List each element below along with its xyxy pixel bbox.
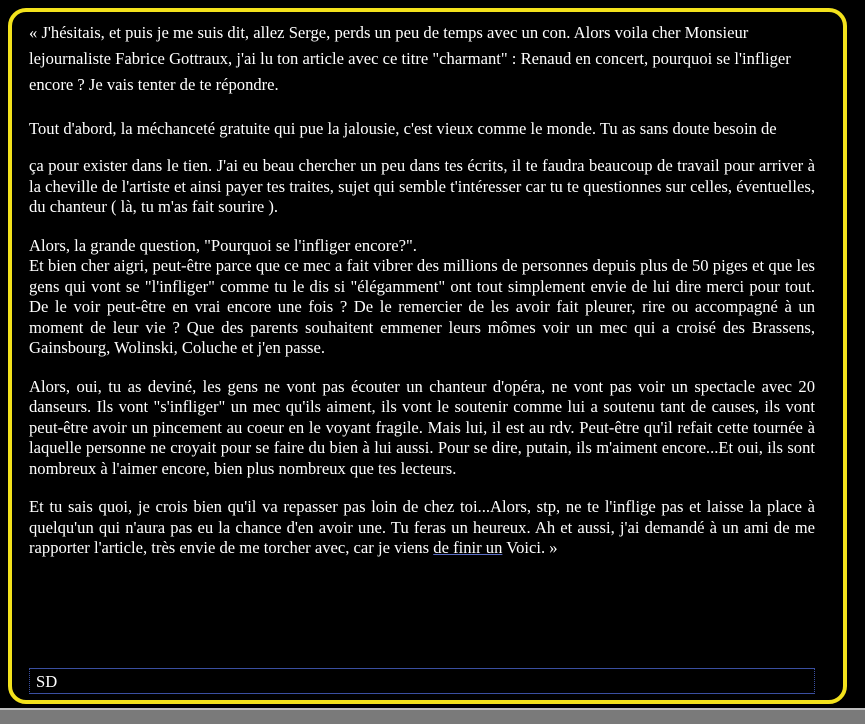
paragraph-intro: « J'hésitais, et puis je me suis dit, allez Serge, perds un peu de temps avec un con. Alors voila cher Monsieur lejournaliste Fabrice Gottraux, j'ai lu ton article avec ce titre "charmant" : Renaud en concert, pourquoi se l'infliger encore ? Je vais tenter de te répondre. [29,23,791,94]
paragraph-fans: Alors, oui, tu as deviné, les gens ne vont pas écouter un chanteur d'opéra, ne vont pas voir un spectacle avec 20 danseurs. Ils vont "s'infliger" un mec qu'ils aiment, ils vont le soutenir comme lui a soutenu tant de causes, ils vont peut-être avoir un pincement au coeur en le voyant fragile. Mais lui, il est au rdv. Peut-être qu'il refait cette tournée à laquelle personne ne croyait pour se faire du bien à lui aussi. Pour se dire, putain, ils m'aiment encore...Et oui, ils sont nombreux à l'aimer encore, bien plus nombreux que tes lecteurs. [29,376,815,478]
bottom-scroll-bar[interactable] [0,710,865,724]
paragraph-jealousy: Tout d'abord, la méchanceté gratuite qui pue la jalousie, c'est vieux comme le monde. Tu as sans doute besoin de [29,119,777,138]
paragraph-closing [29,497,815,559]
signature-field: SD [29,668,815,694]
paragraph-writings: ça pour exister dans le tien. J'ai eu beau chercher un peu dans tes écrits, il te faudra beaucoup de travail pour arriver à la cheville de l'artiste et ainsi payer tes traites, sujet qui semble t'intéresser car tu te questionnes sur celles, éventuelles, du chanteur ( là, tu m'as fait sourire ). [29,156,815,216]
closing-text: Et tu sais quoi, je crois bien qu'il va repasser pas loin de chez toi...Alors, stp, ne te l'inflige pas et laisse la place à quelqu'un qui n'aura pas eu la chance d'en avoir une. Tu feras un heureux. Ah et aussi, j'ai demandé à un ami de me rapporter l'article, très envie de me torcher avec, car je viens [29,497,815,557]
paragraph-question: Alors, la grande question, "Pourquoi se l'infliger encore?". [29,235,417,255]
underlined-text: de finir un [433,538,503,557]
letter-body [29,20,815,559]
closing-end: Voici. » [502,538,558,557]
paragraph-answer: Et bien cher aigri, peut-être parce que ce mec a fait vibrer des millions de personnes depuis plus de 50 piges et que les gens qui vont se "l'infliger" comme tu le dis si "élégamment" ont tout simplement envie de lui dire merci pour tout. De le voir peut-être en vrai encore une fois ? De le remercier de les avoir fait pleurer, rire ou accompagné à un moment de leur vie ? Que des parents souhaitent emmener leurs mômes voir un mec qui a croisé des Brassens, Gainsbourg, Wolinski, Coluche et j'en passe. [29,256,815,357]
